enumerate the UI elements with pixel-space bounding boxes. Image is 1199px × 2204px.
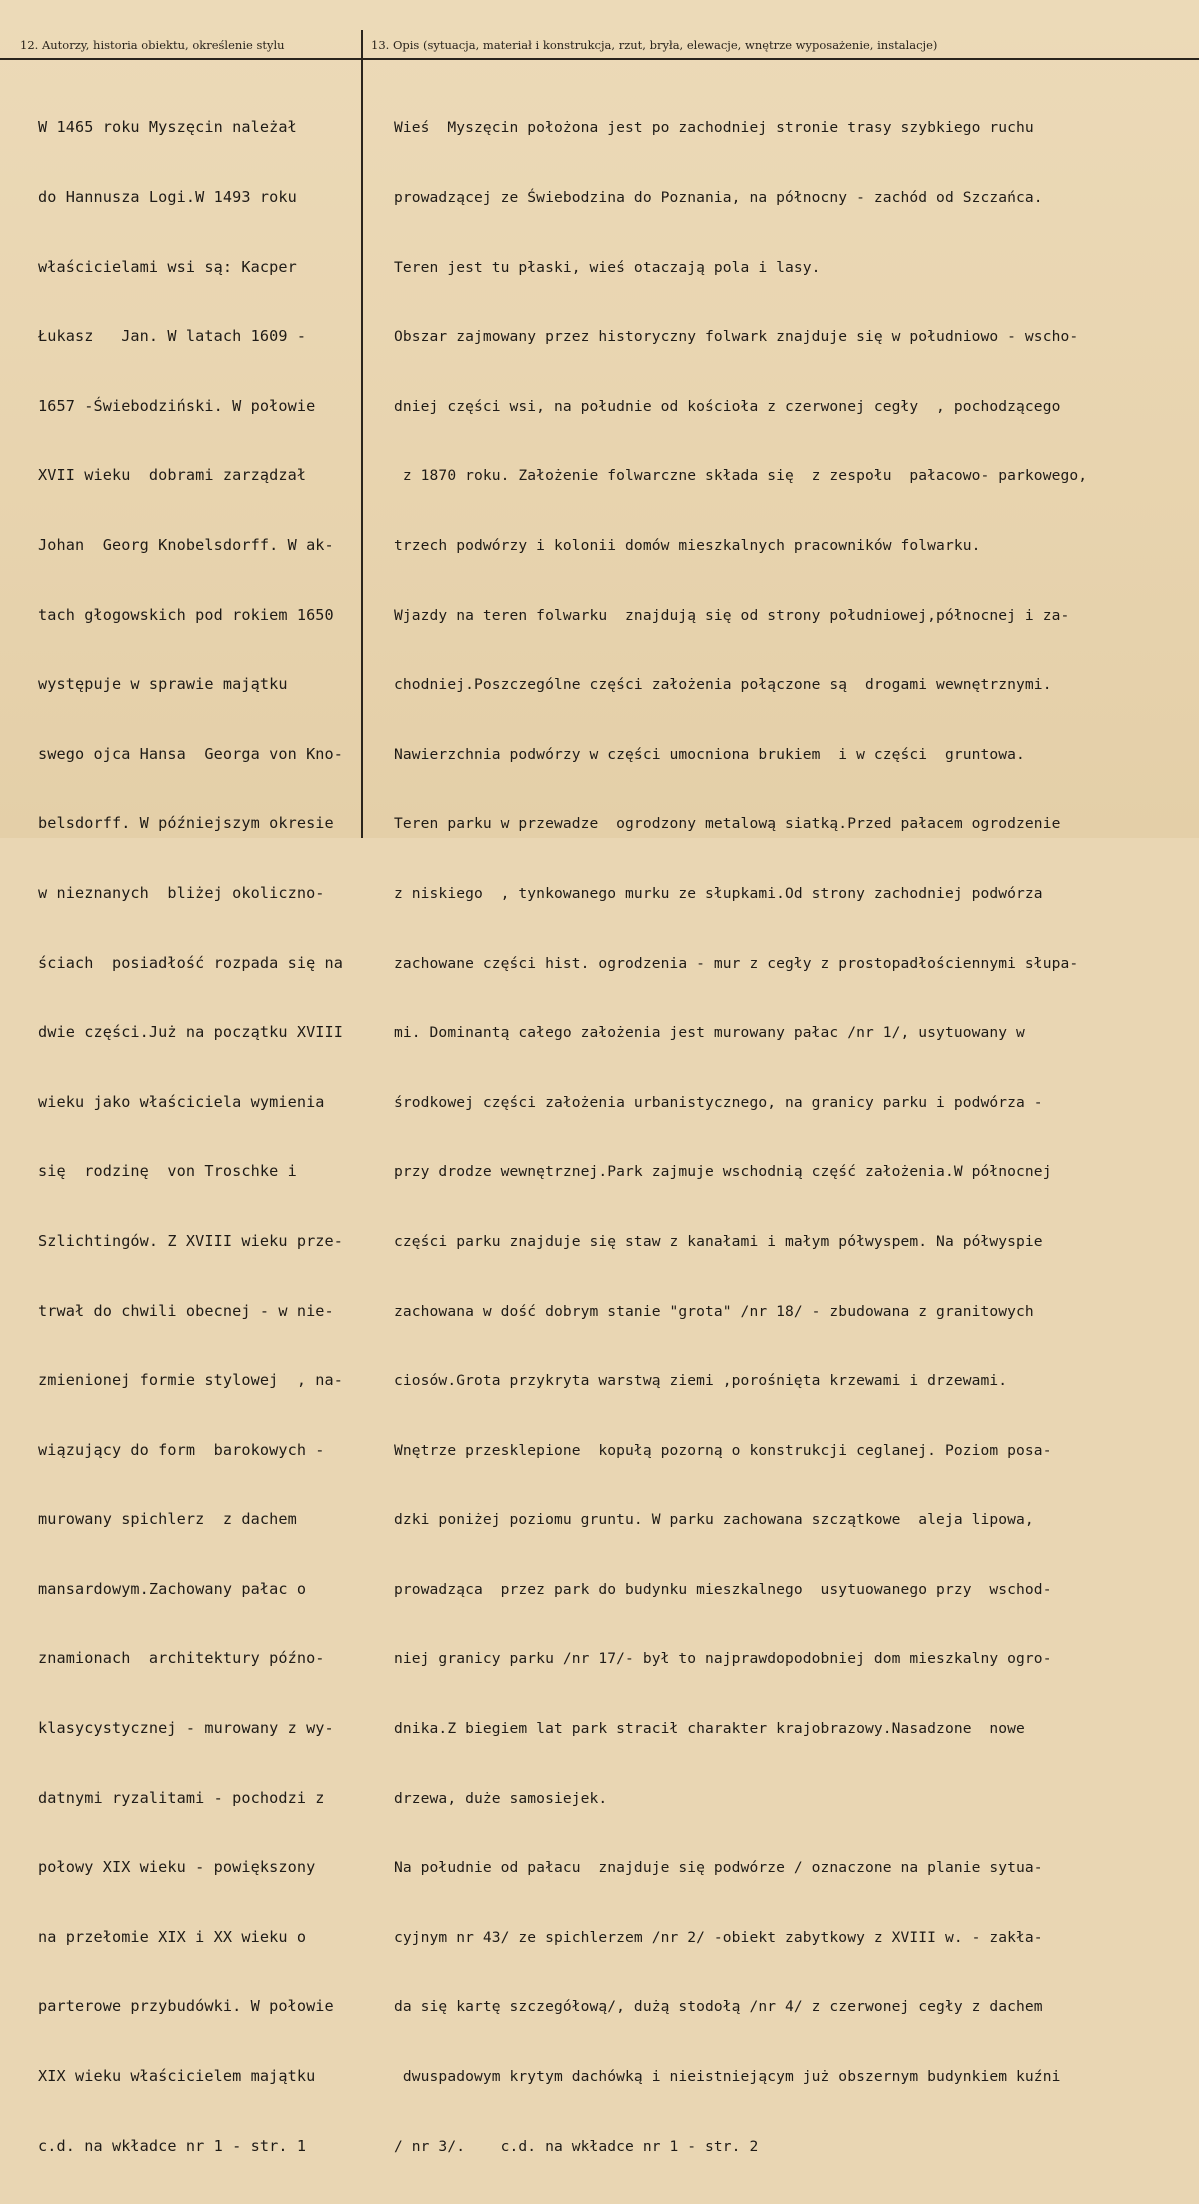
text-line: parterowe przybudówki. W połowie — [38, 1997, 334, 2016]
text-line: połowy XIX wieku - powiększony — [38, 1858, 316, 1877]
text-line: na przełomie XIX i XX wieku o — [38, 1927, 307, 1946]
text-line: Wnętrze przesklepione kopułą pozorną o konstrukcji ceglanej. Poziom posa- — [394, 1441, 1052, 1459]
text-line: przy drodze wewnętrznej.Park zajmuje wschodnią część założenia.W północnej — [394, 1163, 1052, 1181]
text-line: datnymi ryzalitami - pochodzi z — [38, 1788, 325, 1807]
text-line: trwał do chwili obecnej - w nie- — [38, 1301, 334, 1320]
section-13-heading: 13. Opis (sytuacja, materiał i konstrukcja, rzut, bryła, elewacje, wnętrze wyposażenie, instalacje) — [371, 38, 938, 52]
section-12-heading: 12. Autorzy, historia obiektu, określenie stylu — [20, 38, 285, 52]
text-line: Wjazdy na teren folwarku znajdują się od strony południowej,północnej i za- — [394, 606, 1070, 624]
text-line: w nieznanych bliżej okoliczno- — [38, 883, 325, 902]
text-line: środkowej części założenia urbanistycznego, na granicy parku i podwórza - — [394, 1093, 1043, 1111]
text-line: mi. Dominantą całego założenia jest murowany pałac /nr 1/, usytuowany w — [394, 1024, 1025, 1042]
text-line: dniej części wsi, na południe od kościoła z czerwonej cegły , pochodzącego — [394, 397, 1061, 415]
text-line: się rodzinę von Troschke i — [38, 1162, 297, 1181]
text-line: Teren jest tu płaski, wieś otaczają pola i lasy. — [394, 258, 821, 276]
text-line: Teren parku w przewadze ogrodzony metalową siatką.Przed pałacem ogrodzenie — [394, 815, 1061, 833]
description-text-column — [394, 70, 1194, 2204]
text-line: części parku znajduje się staw z kanałami i małym półwyspem. Na półwyspie — [394, 1232, 1043, 1250]
column-divider — [361, 30, 363, 838]
continuation-note: / nr 3/. c.d. na wkładce nr 1 - str. 2 — [394, 2137, 759, 2155]
text-line: znamionach architektury późno- — [38, 1649, 325, 1668]
text-line: wieku jako właściciela wymienia — [38, 1092, 325, 1111]
text-line: cyjnym nr 43/ ze spichlerzem /nr 2/ -obiekt zabytkowy z XVIII w. - zakła- — [394, 1928, 1043, 1946]
text-line: 1657 -Świebodziński. W połowie — [38, 396, 316, 415]
text-line: dwie części.Już na początku XVIII — [38, 1023, 344, 1042]
text-line: drzewa, duże samosiejek. — [394, 1789, 608, 1807]
text-line: do Hannusza Logi.W 1493 roku — [38, 188, 297, 206]
text-line: swego ojca Hansa Georga von Kno- — [38, 744, 344, 763]
text-line: W 1465 roku Myszęcin należał — [38, 118, 297, 137]
text-line: XVII wieku dobrami zarządzał — [38, 466, 307, 485]
text-line: da się kartę szczegółową/, dużą stodołą /nr 4/ z czerwonej cegły z dachem — [394, 1998, 1043, 2016]
text-line: występuje w sprawie majątku — [38, 675, 288, 694]
text-line: dwuspadowym krytym dachówką i nieistniejącym już obszernym budynkiem kuźni — [394, 2068, 1061, 2086]
text-line: belsdorff. W późniejszym okresie — [38, 814, 334, 833]
text-line: zachowana w dość dobrym stanie "grota" /nr 18/ - zbudowana z granitowych — [394, 1302, 1034, 1320]
text-line: chodniej.Poszczególne części założenia połączone są drogami wewnętrznymi. — [394, 676, 1052, 694]
text-line: dnika.Z biegiem lat park stracił charakter krajobrazowy.Nasadzone nowe — [394, 1720, 1025, 1738]
text-line: zachowane części hist. ogrodzenia - mur z cegły z prostopadłościennymi słupa- — [394, 954, 1079, 972]
text-line: z niskiego , tynkowanego murku ze słupkami.Od strony zachodniej podwórza — [394, 884, 1043, 902]
text-line: Nawierzchnia podwórzy w części umocniona brukiem i w części gruntowa. — [394, 745, 1025, 763]
text-line: prowadząca przez park do budynku mieszkalnego usytuowanego przy wschod- — [394, 1580, 1052, 1598]
text-line: XIX wieku właścicielem majątku — [38, 2067, 316, 2086]
text-line: tach głogowskich pod rokiem 1650 — [38, 605, 334, 624]
text-line: trzech podwórzy i kolonii domów mieszkalnych pracowników folwarku. — [394, 536, 981, 554]
text-line: Wieś Myszęcin położona jest po zachodniej stronie trasy szybkiego ruchu — [394, 119, 1034, 137]
text-line: Szlichtingów. Z XVIII wieku prze- — [38, 1231, 344, 1250]
text-line: klasycystycznej - murowany z wy- — [38, 1719, 334, 1738]
text-line: Johan Georg Knobelsdorff. W ak- — [38, 535, 334, 554]
text-line: dzki poniżej poziomu gruntu. W parku zachowana szczątkowe aleja lipowa, — [394, 1511, 1034, 1529]
text-line: prowadzącej ze Świebodzina do Poznania, na północny - zachód od Szczańca. — [394, 189, 1043, 206]
text-line: zmienionej formie stylowej , na- — [38, 1371, 344, 1390]
text-line: z 1870 roku. Założenie folwarczne składa się z zespołu pałacowo- parkowego, — [394, 467, 1088, 485]
continuation-note: c.d. na wkładce nr 1 - str. 1 — [38, 2136, 307, 2155]
text-line: Na południe od pałacu znajduje się podwórze / oznaczone na planie sytua- — [394, 1859, 1043, 1877]
header-rule — [0, 58, 1199, 60]
text-line: ciosów.Grota przykryta warstwą ziemi ,porośnięta krzewami i drzewami. — [394, 1372, 1008, 1390]
text-line: niej granicy parku /nr 17/- był to najprawdopodobniej dom mieszkalny ogro- — [394, 1650, 1052, 1668]
text-line: ściach posiadłość rozpada się na — [38, 953, 344, 972]
text-line: mansardowym.Zachowany pałac o — [38, 1579, 307, 1598]
text-line: wiązujący do form barokowych - — [38, 1440, 325, 1459]
history-text-column — [38, 70, 358, 2204]
text-line: murowany spichlerz z dachem — [38, 1510, 297, 1529]
text-line: właścicielami wsi są: Kacper — [38, 257, 297, 276]
text-line: Obszar zajmowany przez historyczny folwark znajduje się w południowo - wscho- — [394, 328, 1079, 346]
text-line: Łukasz Jan. W latach 1609 - — [38, 327, 307, 346]
